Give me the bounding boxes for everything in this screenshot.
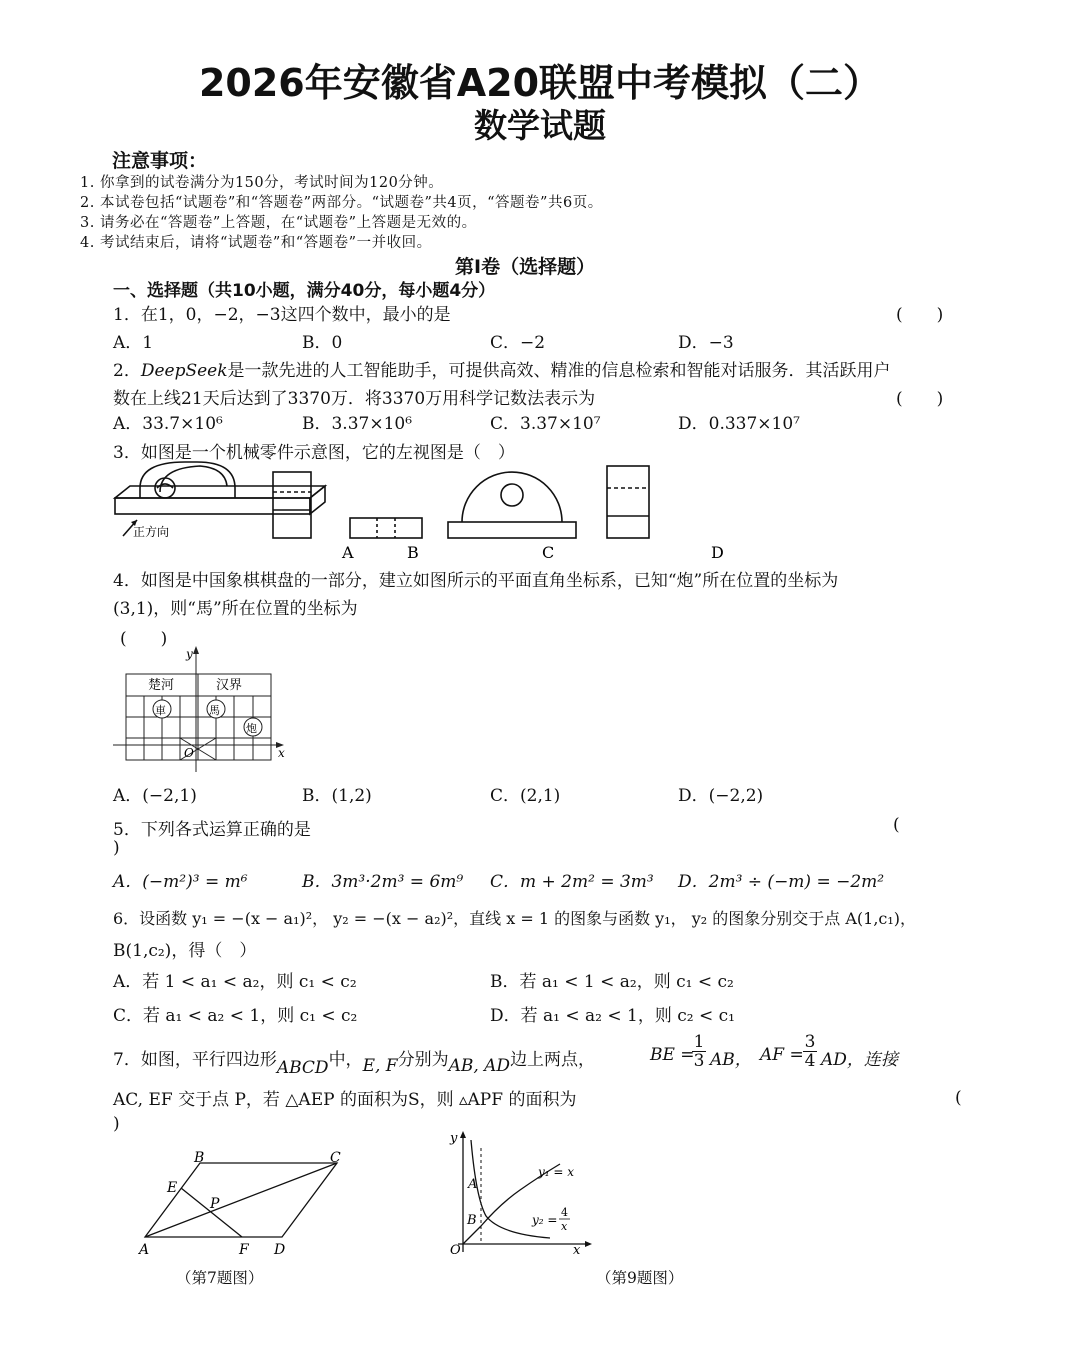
q7-be: BE = xyxy=(650,1045,695,1065)
question-4-line2: (3,1)，则“馬”所在位置的坐标为 xyxy=(113,599,358,619)
section-heading: 一、选择题（共10小题，满分40分，每小题4分） xyxy=(113,281,496,301)
q2-option-d: D．0.337×10⁷ xyxy=(678,414,800,434)
question-7-line1 xyxy=(113,1045,596,1078)
q5-option-b: B．3m³·2m³ = 6m⁹ xyxy=(302,872,464,892)
q7-text-d: 边上两点， xyxy=(510,1050,596,1070)
q1-option-d: D．−3 xyxy=(678,333,734,353)
question-4-line1: 4．如图是中国象棋棋盘的一部分，建立如图所示的平面直角坐标系，已知“炮”所在位置的坐标为 xyxy=(113,571,839,591)
answer-paren: ( ) xyxy=(120,629,168,649)
point-a-label: A xyxy=(139,1242,150,1258)
notice-item: 4. 考试结束后，请将“试题卷”和“答题卷”一并收回。 xyxy=(80,235,432,251)
q4-option-a: A．(−2,1) xyxy=(113,786,197,806)
q4-option-b: B．(1,2) xyxy=(302,786,372,806)
q5-option-c: C．m + 2m² = 3m³ xyxy=(490,872,654,892)
q2-option-b: B．3.37×10⁶ xyxy=(302,414,413,434)
q6-option-c: C．若 a₁ < a₂ < 1，则 c₁ < c₂ xyxy=(113,1006,358,1026)
y-axis-arrow xyxy=(193,646,199,654)
q7-frac2-den: 4 xyxy=(804,1051,816,1071)
point-p-label: P xyxy=(210,1196,220,1212)
question-7-line2: AC, EF 交于点 P，若 △AEP 的面积为S，则 ▵APF 的面积为 xyxy=(113,1090,577,1110)
point-c-label: C xyxy=(330,1150,341,1166)
q3-figures xyxy=(105,458,725,568)
q7-be-expr xyxy=(650,1045,695,1065)
fig9-x-label: x xyxy=(573,1243,581,1258)
page-subtitle: 数学试题 xyxy=(474,106,606,145)
answer-paren-close: ) xyxy=(113,838,120,858)
q3-label-c: C xyxy=(542,543,555,562)
deepseek-name: DeepSeek xyxy=(140,361,228,381)
q1-option-b: B．0 xyxy=(302,333,343,353)
y-axis-label: y xyxy=(186,647,193,661)
fig9-y2-den: x xyxy=(561,1220,568,1233)
q5-option-a: A．(−m²)³ = m⁶ xyxy=(113,872,248,892)
notice-heading: 注意事项： xyxy=(112,150,208,172)
question-2-line1 xyxy=(113,356,891,381)
machine-part-drawing xyxy=(115,462,325,514)
question-2-line2: 数在上线21天后达到了3370万．将3370万用科学记数法表示为 xyxy=(113,389,596,409)
parallelogram-lines xyxy=(145,1163,337,1237)
origin-label: O xyxy=(184,746,194,760)
point-f-label: F xyxy=(239,1242,249,1258)
q2-number: 2． xyxy=(113,361,141,381)
q4-option-d: D．(−2,2) xyxy=(678,786,764,806)
q3-view-d xyxy=(607,466,649,538)
point-e-label: E xyxy=(167,1180,178,1196)
chess-board-figure xyxy=(108,644,298,774)
fig9-y-label: y xyxy=(450,1131,458,1146)
front-direction-label: 正方向 xyxy=(133,525,170,539)
q1-option-c: C．−2 xyxy=(490,333,546,353)
q3-view-c xyxy=(448,472,576,538)
fig9-y-arrow xyxy=(460,1131,466,1138)
q3-label-d: D xyxy=(711,543,724,562)
horse-char: 馬 xyxy=(209,704,220,717)
q7-ef: E, F xyxy=(362,1056,398,1076)
question-6-line2: B(1,c₂)，得（ ） xyxy=(113,941,257,961)
cannon-char: 炮 xyxy=(246,722,257,735)
answer-paren: ( ) xyxy=(896,389,944,409)
page-title: 2026年安徽省A20联盟中考模拟（二） xyxy=(198,61,882,105)
point-d-label: D xyxy=(274,1242,286,1258)
q3-view-a xyxy=(273,472,311,538)
q4-option-c: C．(2,1) xyxy=(490,786,561,806)
q7-abad: AB, AD xyxy=(448,1056,511,1076)
fig9-point-a: A xyxy=(468,1177,478,1192)
q3-view-b xyxy=(350,518,422,538)
notice-item: 3. 请务必在“答题卷”上答题，在“试题卷”上答题是无效的。 xyxy=(80,215,477,231)
q3-label-a: A xyxy=(342,543,354,562)
chariot-char: 車 xyxy=(155,704,166,717)
fig9-y2-num: 4 xyxy=(561,1206,568,1219)
q6-option-d: D．若 a₁ < a₂ < 1，则 c₂ < c₁ xyxy=(490,1006,735,1026)
q7-abcd: ABCD xyxy=(276,1058,329,1078)
point-b-label: B xyxy=(194,1150,205,1166)
figure-7-parallelogram xyxy=(130,1145,360,1265)
answer-paren: ( ) xyxy=(896,305,944,325)
river-text-left: 楚河 xyxy=(148,678,175,693)
fig9-x-arrow xyxy=(585,1241,592,1247)
q7-ab: AB， xyxy=(710,1050,752,1070)
fig9-origin: O xyxy=(450,1243,461,1258)
river-text-right: 汉界 xyxy=(216,678,243,693)
q7-frac1-num: 1 xyxy=(693,1032,705,1052)
q7-text-a: 7．如图，平行四边形 xyxy=(113,1050,277,1070)
figure-9-graph xyxy=(440,1128,600,1260)
notice-item: 1. 你拿到的试卷满分为150分，考试时间为120分钟。 xyxy=(80,175,444,191)
q6-option-b: B．若 a₁ < 1 < a₂，则 c₁ < c₂ xyxy=(490,972,734,992)
q7-frac2-num: 3 xyxy=(804,1032,816,1052)
q7-text-c: 分别为 xyxy=(397,1050,449,1070)
q3-label-b: B xyxy=(407,543,419,562)
fig9-y2-label: y₂ = xyxy=(532,1213,558,1227)
q7-text-b: 中， xyxy=(328,1050,363,1070)
q7-af: AF = xyxy=(760,1045,804,1065)
question-6-line1: 6．设函数 y₁ = −(x − a₁)²， y₂ = −(x − a₂)²，直线 x = 1 的图象与函数 y₁， y₂ 的图象分别交于点 A(1,c₁)， xyxy=(113,909,917,928)
figure-7-caption: （第7题图） xyxy=(176,1269,264,1287)
notice-item: 2. 本试卷包括“试题卷”和“答题卷”两部分。“试题卷”共4页，“答题卷”共6页。 xyxy=(80,195,603,211)
fig9-y1-label: y₁ = x xyxy=(538,1165,575,1179)
q7-fraction-2 xyxy=(803,1033,817,1070)
q7-ad: AD，连接 xyxy=(821,1050,898,1070)
q1-option-a: A．1 xyxy=(113,333,154,353)
q6-option-a: A．若 1 < a₁ < a₂，则 c₁ < c₂ xyxy=(113,972,357,992)
figure-9-caption: （第9题图） xyxy=(596,1269,684,1287)
answer-paren-close: ) xyxy=(113,1114,120,1134)
q2-option-a: A．33.7×10⁶ xyxy=(113,414,223,434)
x-axis-label: x xyxy=(278,746,285,760)
question-3-stem: 3．如图是一个机械零件示意图，它的左视图是（ ） xyxy=(113,443,515,463)
q2-option-c: C．3.37×10⁷ xyxy=(490,414,601,434)
q2-text: 是一款先进的人工智能助手，可提供高效、精准的信息检索和智能对话服务．其活跃用户 xyxy=(227,361,891,381)
q5-option-d: D．2m³ ÷ (−m) = −2m² xyxy=(678,872,885,892)
answer-paren-open: ( xyxy=(893,815,900,835)
q7-frac1-den: 3 xyxy=(693,1051,705,1071)
question-1-stem: 1．在1，0，−2，−3这四个数中，最小的是 xyxy=(113,305,451,325)
answer-paren-open: ( xyxy=(955,1088,962,1108)
part-heading: 第Ⅰ卷（选择题） xyxy=(455,256,596,278)
question-5-stem: 5．下列各式运算正确的是 xyxy=(113,820,311,840)
fig9-point-b: B xyxy=(467,1213,477,1228)
q7-fraction-1 xyxy=(692,1033,706,1070)
